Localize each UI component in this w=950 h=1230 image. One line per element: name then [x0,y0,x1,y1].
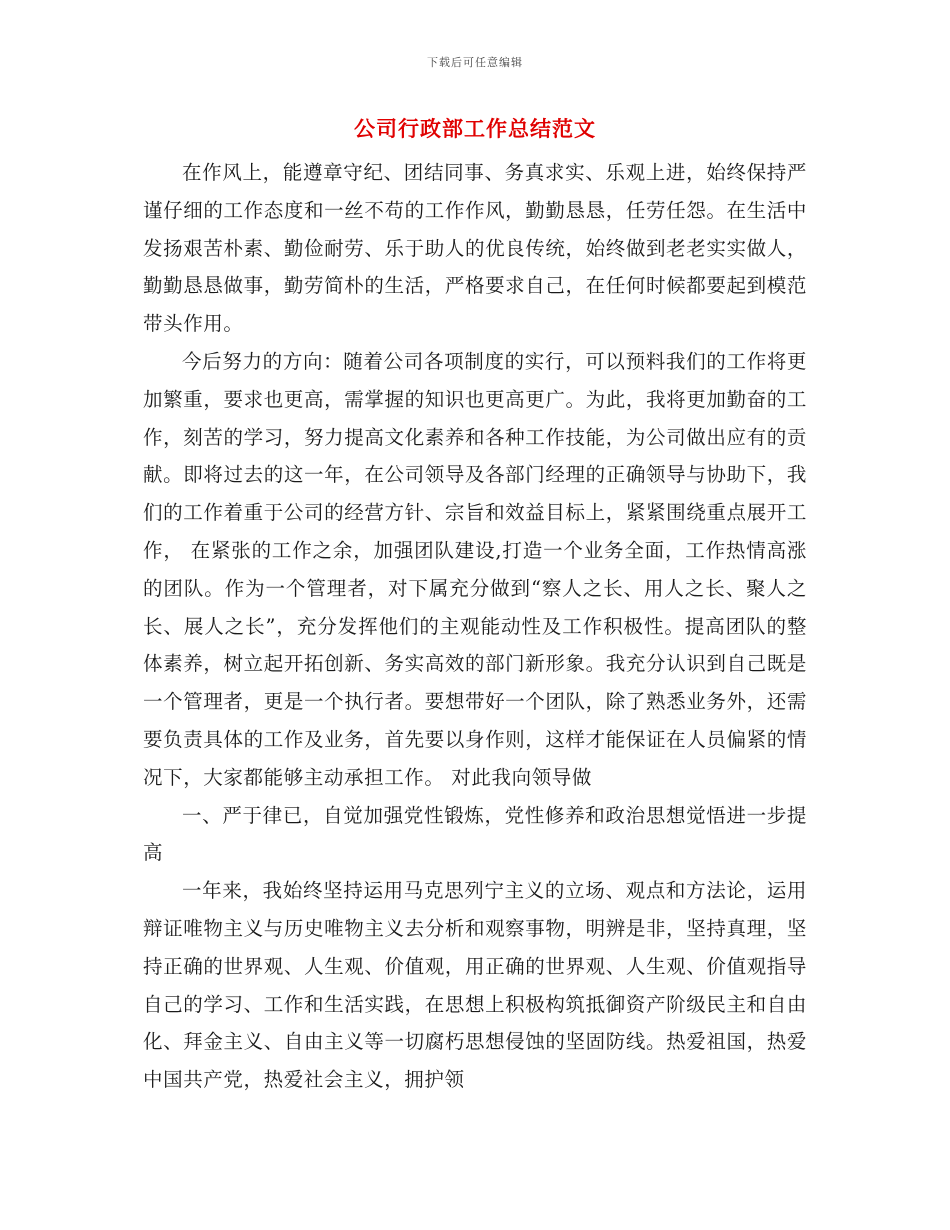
header-note: 下载后可任意编辑 [427,56,523,69]
paragraph-political-study: 一年来，我始终坚持运用马克思列宁主义的立场、观点和方法论，运用辩证唯物主义与历史唯物主义去分析和观察事物，明辨是非，坚持真理，坚持正确的世界观、人生观、价值观，用正确的世界观、人生观、价值观指导自己的学习、工作和生活实践，在思想上积极构筑抵御资产阶级民主和自由化、拜金主义、自由主义等一切腐朽思想侵蚀的坚固防线。热爱祖国，热爱中国共产党，热爱社会主义，拥护领 [143,879,807,1092]
paragraph-future-direction: 今后努力的方向：随着公司各项制度的实行，可以预料我们的工作将更加繁重，要求也更高，需掌握的知识也更高更广。为此，我将更加勤奋的工作，刻苦的学习，努力提高文化素养和各种工作技能，为公司做出应有的贡献。即将过去的这一年，在公司领导及各部门经理的正确领导与协助下，我们的工作着重于公司的经营方针、宗旨和效益目标上，紧紧围绕重点展开工作， 在紧张的工作之余，加强团队建设,打造一个业务全面，工作热情高涨的团队。作为一个管理者，对下属充分做到“察人之长、用人之长、聚人之长、展人之长”，充分发挥他们的主观能动性及工作积极性。提高团队的整体素养，树立起开拓创新、务实高效的部门新形象。我充分认识到自己既是一个管理者，更是一个执行者。要想带好一个团队，除了熟悉业务外，还需要负责具体的工作及业务，首先要以身作则，这样才能保证在人员偏紧的情况下，大家都能够主动承担工作。 对此我向领导做 [143,349,807,789]
paragraph-work-style: 在作风上，能遵章守纪、团结同事、务真求实、乐观上进，始终保持严谨仔细的工作态度和一丝不苟的工作作风，勤勤恳恳，任劳任怨。在生活中发扬艰苦朴素、勤俭耐劳、乐于助人的优良传统，始终做到老老实实做人，勤勤恳恳做事，勤劳简朴的生活，严格要求自己，在任何时候都要起到模范带头作用。 [143,161,807,336]
document-body [143,154,807,1099]
paragraph-section-heading: 一、严于律已，自觉加强党性锻炼，党性修养和政治思想觉悟进一步提高 [143,803,807,865]
document-title: 公司行政部工作总结范文 [354,117,596,141]
